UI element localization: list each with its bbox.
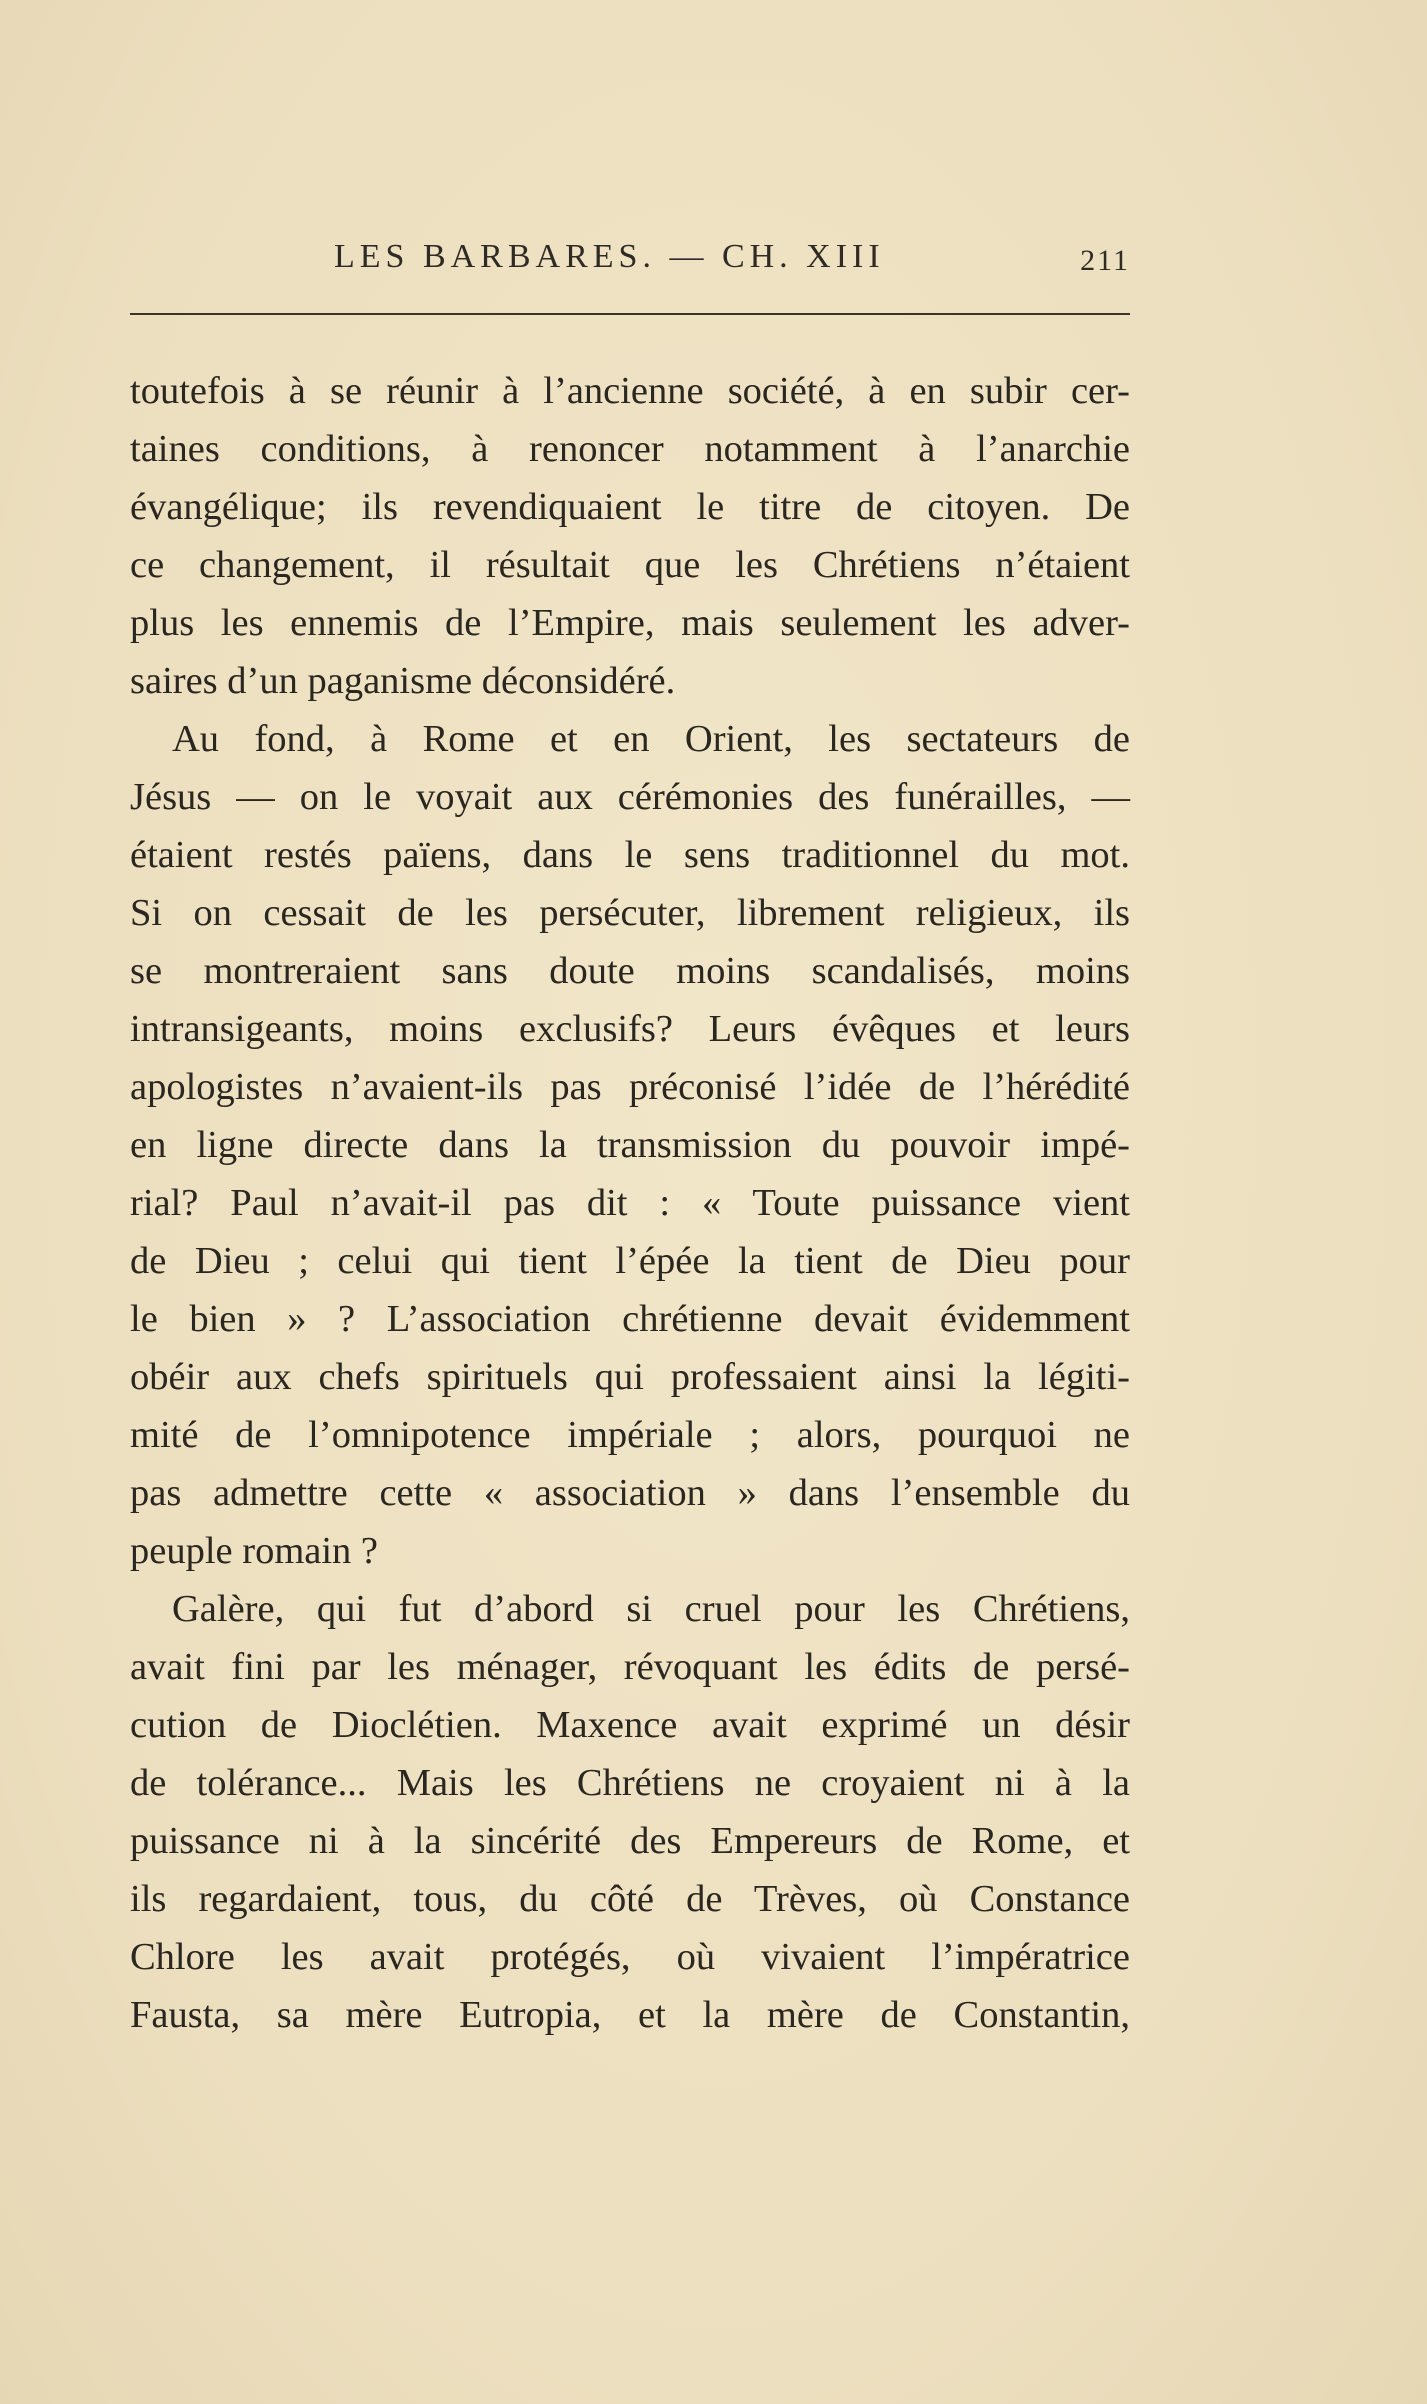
text-line: intransigeants, moins exclusifs? Leurs évêques et leurs: [130, 1008, 1130, 1050]
running-head: [130, 238, 1130, 298]
text-line: ce changement, il résultait que les Chrétiens n’étaient: [130, 544, 1130, 586]
text-line: apologistes n’avaient-ils pas préconisé l’idée de l’hérédité: [130, 1066, 1130, 1108]
text-line: pas admettre cette « association » dans l’ensemble du: [130, 1472, 1130, 1514]
text-line: toutefois à se réunir à l’ancienne société, à en subir cer-: [130, 370, 1130, 412]
text-line: Si on cessait de les persécuter, librement religieux, ils: [130, 892, 1130, 934]
text-line: de tolérance... Mais les Chrétiens ne croyaient ni à la: [130, 1762, 1130, 1804]
text-line: plus les ennemis de l’Empire, mais seulement les adver-: [130, 602, 1130, 644]
text-line: Jésus — on le voyait aux cérémonies des funérailles, —: [130, 776, 1130, 818]
text-line: mité de l’omnipotence impériale ; alors, pourquoi ne: [130, 1414, 1130, 1456]
text-line: étaient restés païens, dans le sens traditionnel du mot.: [130, 834, 1130, 876]
text-line: puissance ni à la sincérité des Empereurs de Rome, et: [130, 1820, 1130, 1862]
text-line: en ligne directe dans la transmission du pouvoir impé-: [130, 1124, 1130, 1166]
text-line: cution de Dioclétien. Maxence avait exprimé un désir: [130, 1704, 1130, 1746]
text-line: Chlore les avait protégés, où vivaient l’impératrice: [130, 1936, 1130, 1978]
text-line: taines conditions, à renoncer notamment à l’anarchie: [130, 428, 1130, 470]
text-line: ils regardaient, tous, du côté de Trèves, où Constance: [130, 1878, 1130, 1920]
text-line: rial? Paul n’avait-il pas dit : « Toute puissance vient: [130, 1182, 1130, 1224]
text-line: Fausta, sa mère Eutropia, et la mère de Constantin,: [130, 1994, 1130, 2036]
text-line: évangélique; ils revendiquaient le titre de citoyen. De: [130, 486, 1130, 528]
text-line-paragraph-end: peuple romain ?: [130, 1530, 379, 1572]
text-line-paragraph-start: Au fond, à Rome et en Orient, les sectateurs de: [172, 718, 1130, 760]
text-line: avait fini par les ménager, révoquant les édits de persé-: [130, 1646, 1130, 1688]
text-line-paragraph-end: saires d’un paganisme déconsidéré.: [130, 660, 676, 702]
text-line-paragraph-start: Galère, qui fut d’abord si cruel pour les Chrétiens,: [172, 1588, 1130, 1630]
header-rule: [130, 313, 1130, 315]
text-line: se montreraient sans doute moins scandalisés, moins: [130, 950, 1130, 992]
text-line: le bien » ? L’association chrétienne devait évidemment: [130, 1298, 1130, 1340]
running-title: LES BARBARES. — CH. XIII: [334, 238, 885, 275]
page-number: 211: [1080, 244, 1130, 277]
text-line: de Dieu ; celui qui tient l’épée la tient de Dieu pour: [130, 1240, 1130, 1282]
body-text: [130, 362, 1130, 2044]
text-line: obéir aux chefs spirituels qui professaient ainsi la légiti-: [130, 1356, 1130, 1398]
